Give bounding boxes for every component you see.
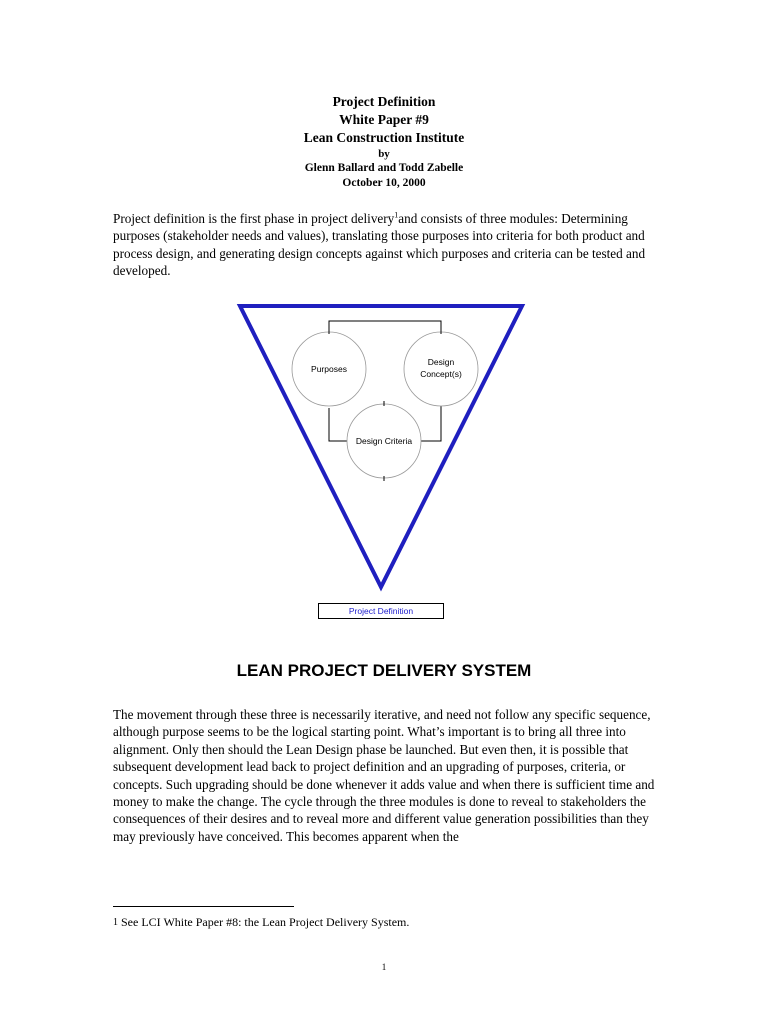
diagram-caption: Project Definition [318,603,444,619]
design-concepts-label-line1: Design [427,357,455,367]
section-heading: LEAN PROJECT DELIVERY SYSTEM [236,661,532,680]
footnote-reference[interactable]: 1 [394,210,399,220]
page-number: 1 [381,962,387,972]
purposes-label: Purposes [311,364,347,374]
document-title: Project Definition [332,94,436,109]
document-date: October 10, 2000 [342,177,426,189]
footnote-mark: 1 [113,917,118,928]
design-criteria-label: Design Criteria [355,436,413,446]
footnote [113,914,658,931]
footnote-divider [113,906,294,907]
document-subtitle: White Paper #9 [339,112,429,127]
by-line: by [378,148,390,160]
design-concepts-label-line2: Concept(s) [420,369,462,379]
organization-name: Lean Construction Institute [303,130,465,145]
body-paragraph: The movement through these three is necessarily iterative, and need not follow any specific sequence, although purpose seems to be the logical starting point. What’s important is to bring all three into alignment. Only then should the Lean Design phase be launched. But even then, it is possible that subsequent development lead back to project definition and an upgrading of purposes, criteria, or concepts. Such upgrading should be done whenever it adds value and when there is sufficient time and money to make the change. The cycle through the three modules is done to reveal to stakeholders the consequences of their desires and to reveal more and different value generation possibilities than they may previously have conceived. This becomes apparent when the [113,707,655,844]
footnote-text: See LCI White Paper #8: the Lean Project Delivery System. [118,915,410,929]
connector-right [419,406,441,441]
intro-text-before: Project definition is the first phase in project delivery [113,211,395,226]
connector-left [329,408,349,441]
connector-top [329,321,441,331]
authors: Glenn Ballard and Todd Zabelle [304,162,464,174]
intro-text-after: and consists of three modules: Determining purposes (stakeholder needs and values), translating those purposes into criteria for both product and process design, and generating design concepts against which purposes and criteria can be tested and developed. [113,211,646,279]
